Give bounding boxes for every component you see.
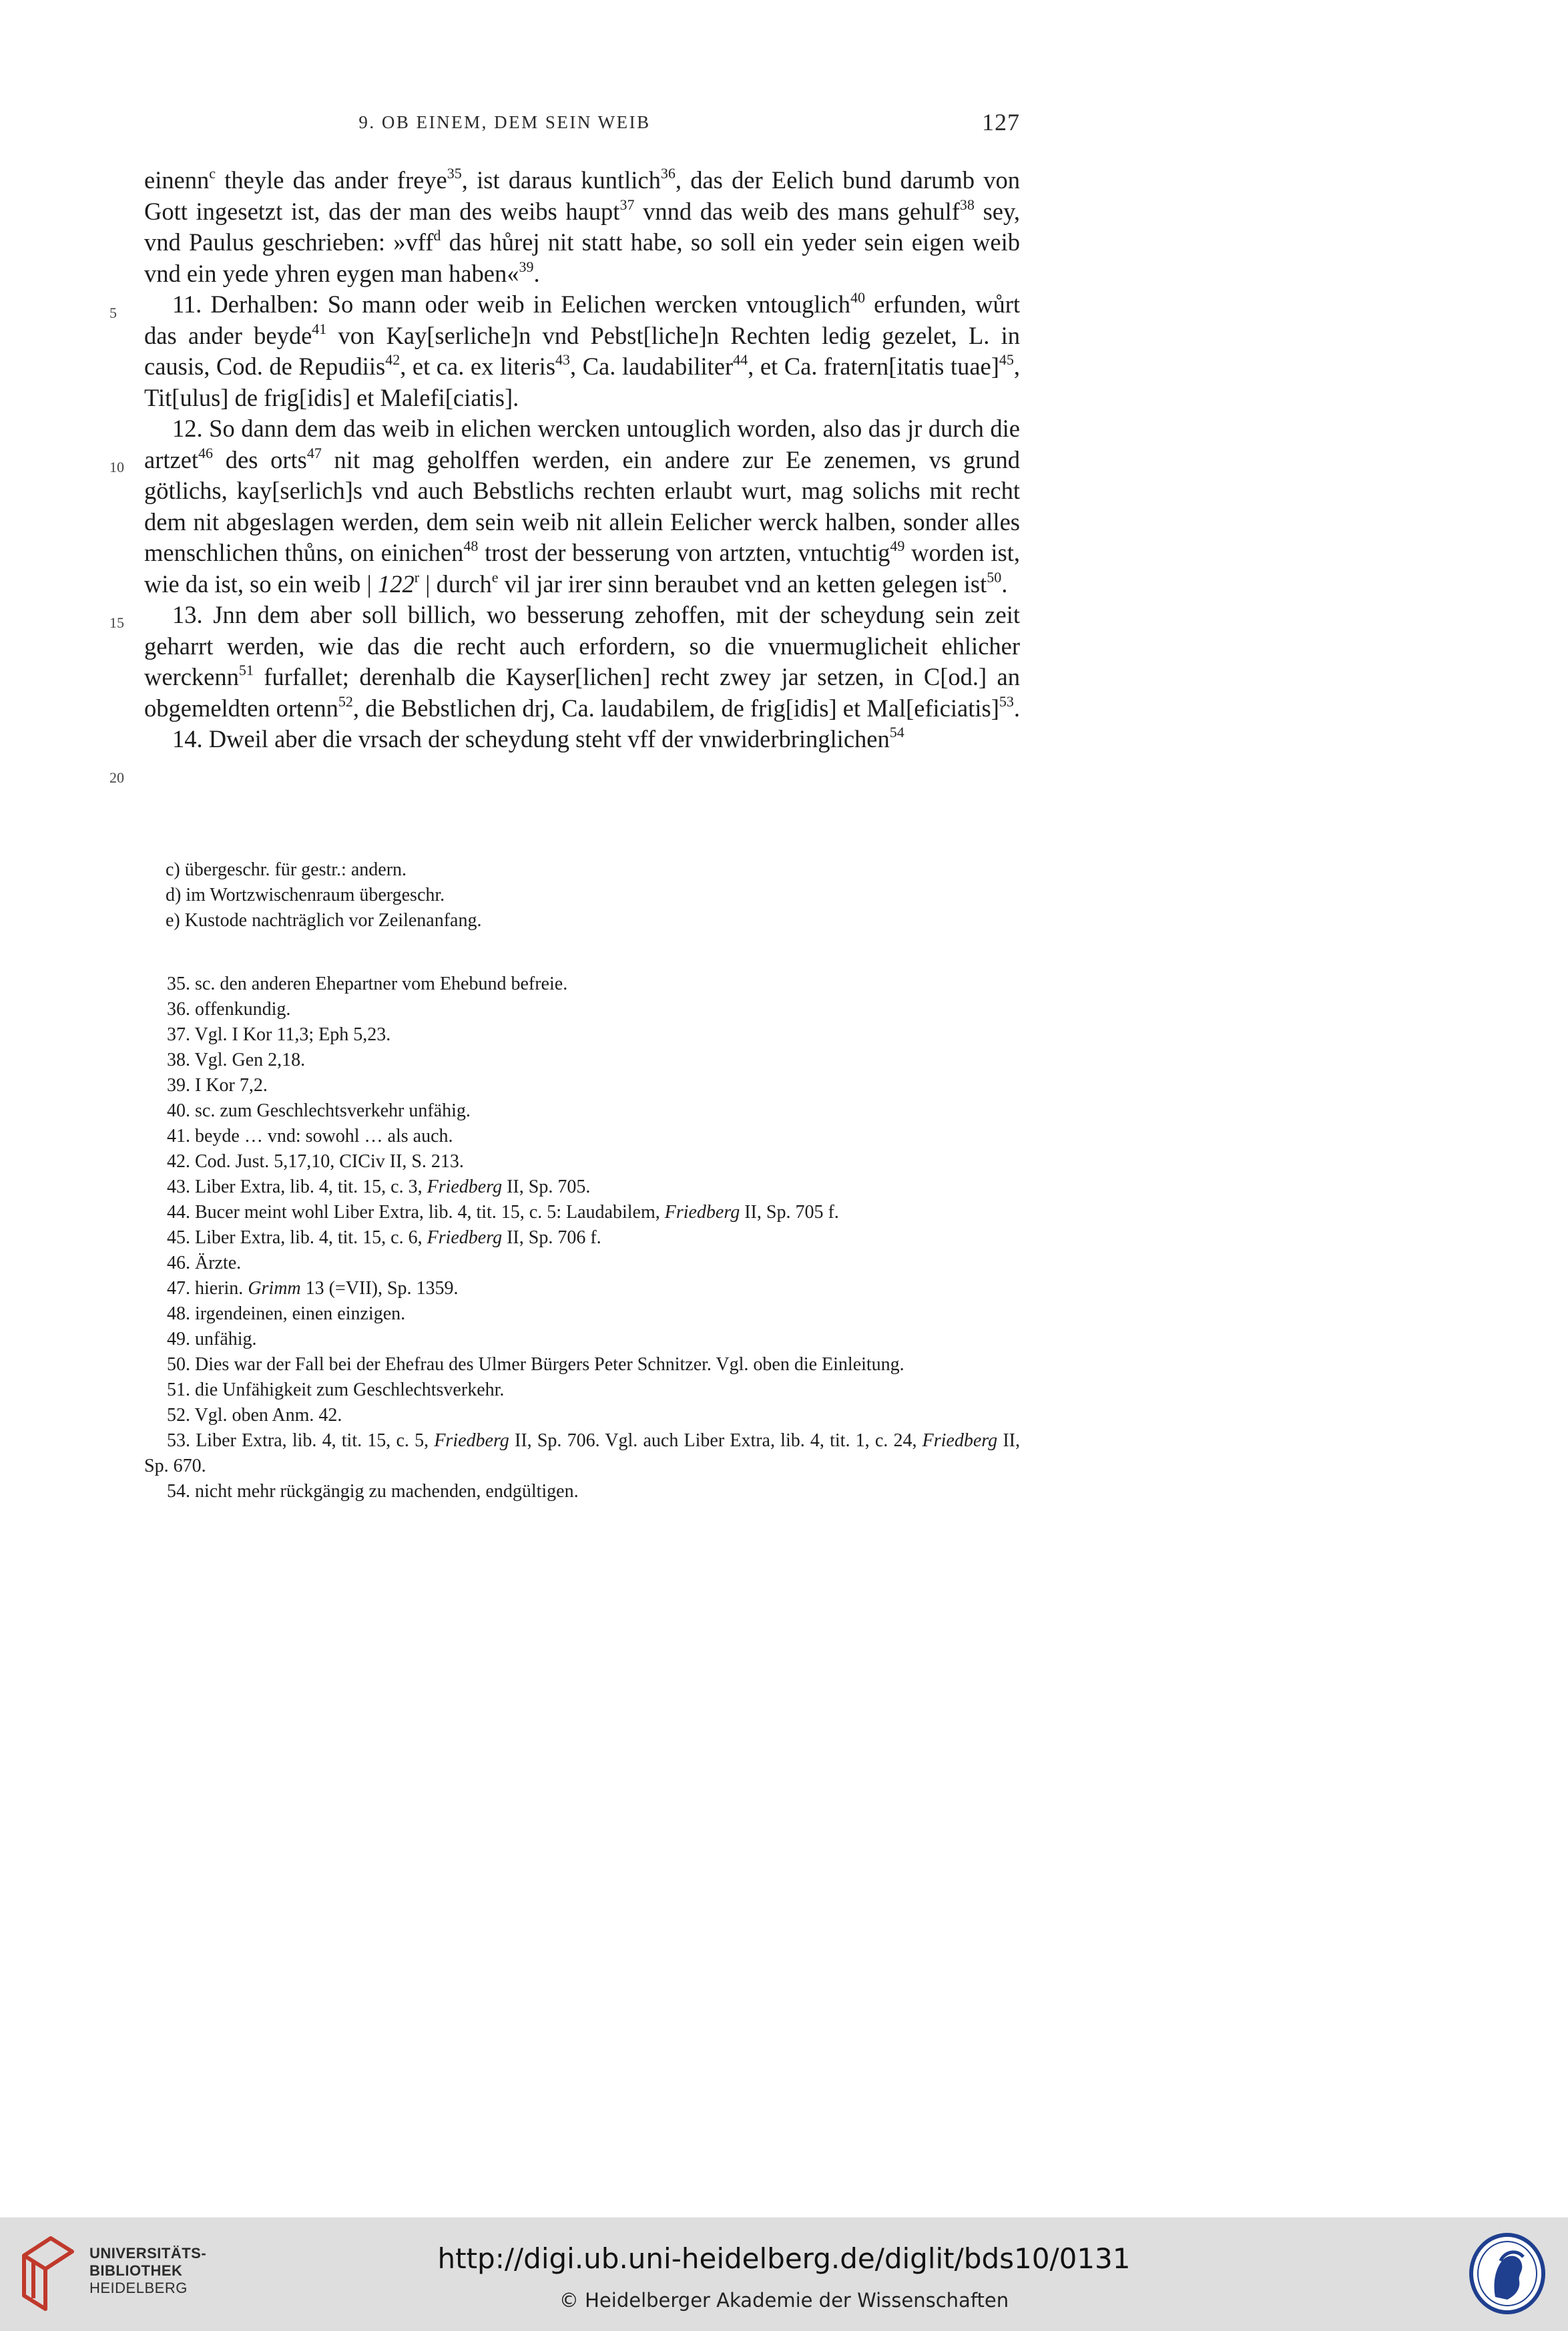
footnote: 49. unfähig. — [167, 1329, 257, 1349]
footnote: 45. Liber Extra, lib. 4, tit. 15, c. 6, Friedberg II, Sp. 706 f. — [167, 1227, 601, 1248]
footnote: 48. irgendeinen, einen einzigen. — [167, 1303, 406, 1324]
library-name: UNIVERSITÄTS- BIBLIOTHEK HEIDELBERG — [89, 2245, 207, 2296]
footnotes — [144, 972, 1020, 1504]
footnote: 47. hierin. Grimm 13 (=VII), Sp. 1359. — [167, 1278, 459, 1299]
paragraph-continued: einenn$^c$ theyle das ander freye$^{35}$, ist daraus kuntlich$^{36}$, das der Eelich bund darumb von Gott ingesetzt ist, das der man des weibs haupt$^{37}$ vnnd das weib des mans gehulf$^{38}$ sey, vnd Paulus geschrieben: »vff$^d$ das hůrej nit statt habe, so soll ein yeder sein eigen weib vnd ein yede yhren eygen man haben«$^{39}$. — [144, 165, 1021, 287]
footnote: 42. Cod. Just. 5,17,10, CICiv II, S. 213. — [167, 1151, 464, 1172]
running-head-title: 9. OB EINEM, DEM SEIN WEIB — [358, 112, 651, 132]
text-note: e) Kustode nachträglich vor Zeilenanfang. — [166, 910, 482, 931]
footnote: 35. sc. den anderen Ehepartner vom Ehebund befreie. — [167, 974, 568, 994]
footnote: 51. die Unfähigkeit zum Geschlechtsverkehr. — [167, 1380, 505, 1400]
paragraph-11: 11. Derhalben: So mann oder weib in Eelichen wercken vntouglich$^{40}$ erfunden, wůrt das ander beyde$^{41}$ von Kay[serliche]n vnd Pebst[liche]n Rechten ledig gezelet, L. in causis, Cod. de Repudiis$^{42}$, et ca. ex literis$^{43}$, Ca. laudabiliter$^{44}$, et Ca. fratern[itatis tuae]$^{45}$, Tit[ulus] de frig[idis] et Malefi[ciatis]. — [144, 289, 1020, 411]
copyright-notice: © Heidelberger Akademie der Wissenschaften — [559, 2289, 1009, 2312]
line-number: 5 — [109, 304, 117, 321]
footnote: 50. Dies war der Fall bei der Ehefrau des Ulmer Bürgers Peter Schnitzer. Vgl. oben die Einleitung. — [167, 1354, 904, 1375]
paragraph-12: 12. So dann dem das weib in elichen wercken untouglich worden, also das jr durch die artzet$^{46}$ des orts$^{47}$ nit mag geholffen werden, ein andere zur Ee zenemen, vs grund götlichs, kay[serlich]s vnd auch Bebstlichs rechten erlaubt wurt, mag solichs mit recht dem nit abgeslagen werden, dem sein weib nit allein Eelicher werck halben, sonder alles menschlichen thůns, on einichen$^{48}$ trost der besserung von artzten, vntuchtig$^{49}$ worden ist, wie da ist, so ein weib | 122$^r$ | durch$^e$ vil jar irer sinn beraubet vnd an ketten gelegen ist$^{50}$. — [144, 415, 1021, 598]
footnote: 43. Liber Extra, lib. 4, tit. 15, c. 3, Friedberg II, Sp. 705. — [167, 1177, 591, 1197]
academy-seal-icon — [1466, 2230, 1549, 2317]
main-text — [144, 165, 1020, 755]
text-note: c) übergeschr. für gestr.: andern. — [166, 859, 407, 880]
paragraph-14: 14. Dweil aber die vrsach der scheydung steht vff der vnwiderbringlichen$^{54}$ — [172, 724, 904, 753]
footnote: 37. Vgl. I Kor 11,3; Eph 5,23. — [167, 1024, 391, 1045]
footnote: 46. Ärzte. — [167, 1253, 242, 1273]
text-critical-notes — [144, 857, 1020, 933]
digitization-url-link[interactable]: http://digi.ub.uni-heidelberg.de/diglit/bds10/0131 — [437, 2242, 1131, 2275]
footnote: 41. beyde … vnd: sowohl … als auch. — [167, 1126, 453, 1146]
footnote: 44. Bucer meint wohl Liber Extra, lib. 4, tit. 15, c. 5: Laudabilem, Friedberg II, Sp. 705 f. — [167, 1202, 839, 1223]
line-number: 10 — [109, 459, 124, 475]
footnote: 36. offenkundig. — [167, 999, 291, 1020]
page-number: 127 — [982, 109, 1020, 136]
footnote: 39. I Kor 7,2. — [167, 1075, 268, 1096]
paragraph-13: 13. Jnn dem aber soll billich, wo besserung zehoffen, mit der scheydung sein zeit geharrt werden, wie das die recht auch erfordern, so die vnuermuglicheit ehlicher werckenn$^{51}$ furfallet; derenhalb die Kayser[lichen] recht zwey jar setzen, in C[od.] an obgemeldten ortenn$^{52}$, die Bebstlichen drj, Ca. laudabilem, de frig[idis] et Mal[eficiatis]$^{53}$. — [144, 601, 1020, 722]
footnote: 40. sc. zum Geschlechtsverkehr unfähig. — [167, 1100, 471, 1121]
line-number: 15 — [109, 614, 124, 631]
line-number: 20 — [109, 769, 124, 786]
footnote: 38. Vgl. Gen 2,18. — [167, 1050, 306, 1070]
text-note: d) im Wortzwischenraum übergeschr. — [166, 885, 445, 905]
page-break-marker: 122 — [377, 570, 415, 598]
footnote: 54. nicht mehr rückgängig zu machenden, endgültigen. — [167, 1481, 579, 1502]
footnote: 53. Liber Extra, lib. 4, tit. 15, c. 5, Friedberg II, Sp. 706. Vgl. auch Liber Extra, lib. 4, tit. 1, c. 24, Friedberg II, Sp. 670. — [144, 1430, 1020, 1476]
footnote: 52. Vgl. oben Anm. 42. — [167, 1405, 342, 1426]
